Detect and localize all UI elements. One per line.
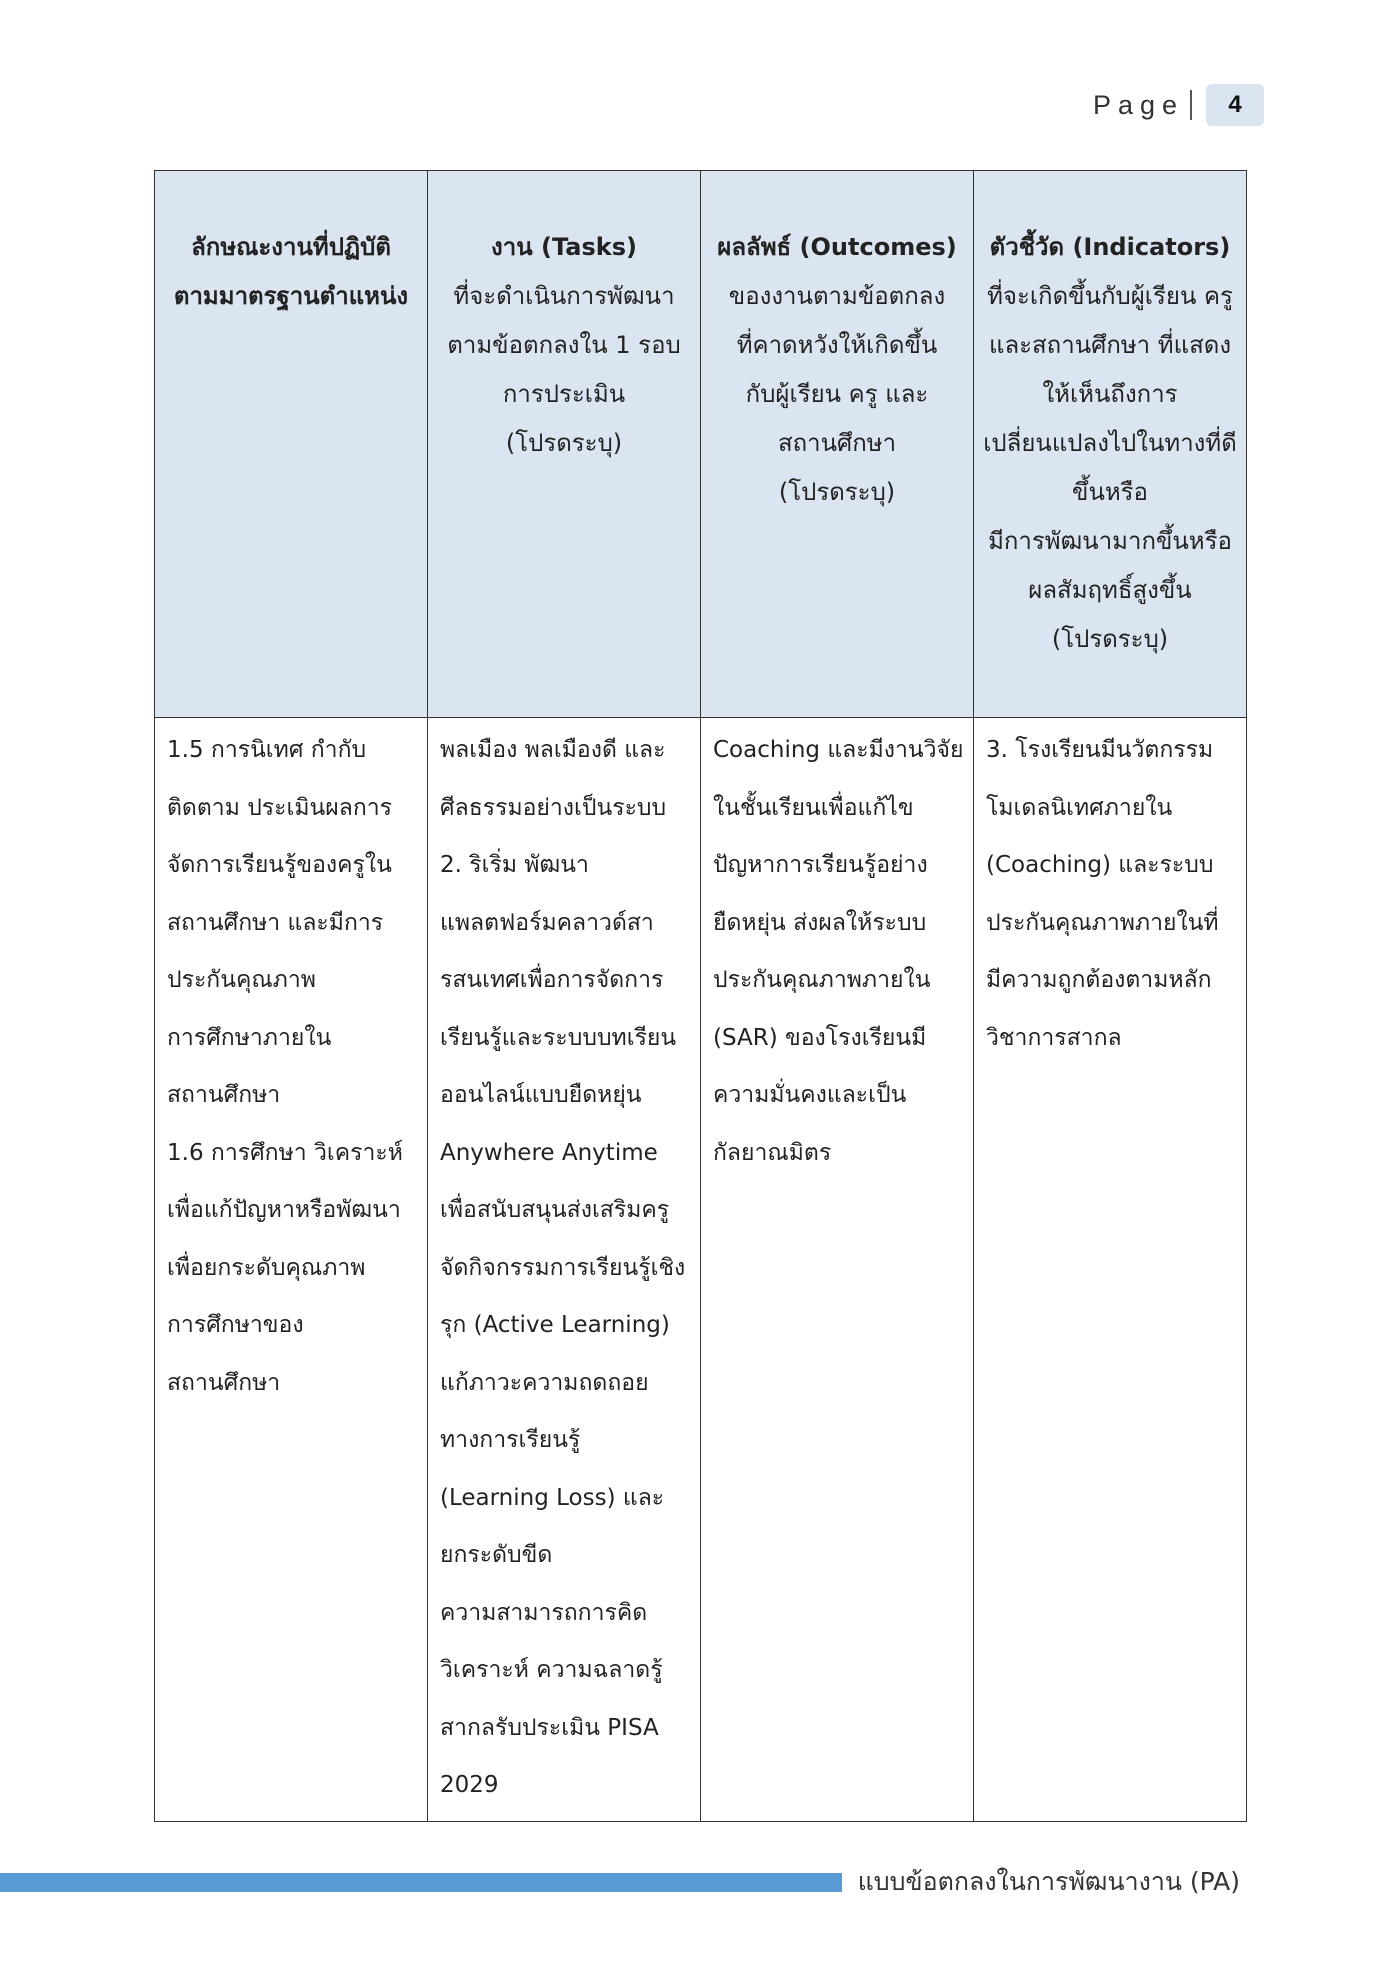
table-row xyxy=(155,718,1247,1822)
page-label: Page xyxy=(1092,89,1184,120)
column-subtitle-line: เปลี่ยนแปลงไปในทางที่ดี xyxy=(983,429,1237,457)
cell-line: รสนเทศเพื่อการจัดการ xyxy=(440,967,664,993)
cell-line: 2029 xyxy=(440,1772,499,1798)
cell-line: กัลยาณมิตร xyxy=(713,1139,832,1166)
cell-job-characteristics xyxy=(155,718,428,1822)
cell-line: รุก (Active Learning) xyxy=(440,1312,670,1338)
column-subtitle-line: มีการพัฒนามากขึ้นหรือ xyxy=(988,527,1232,555)
cell-line: ในชั้นเรียนเพื่อแก้ไข xyxy=(713,794,914,821)
cell-line: (Learning Loss) และ xyxy=(440,1484,665,1511)
cell-line: Anywhere Anytime xyxy=(440,1139,658,1166)
cell-line: มีความถูกต้องตามหลัก xyxy=(986,967,1212,993)
cell-line: (SAR) ของโรงเรียนมี xyxy=(713,1024,927,1051)
column-subtitle-line: ผลสัมฤทธิ์สูงขึ้น xyxy=(1028,576,1192,604)
column-subtitle-line: ของงานตามข้อตกลง xyxy=(728,282,946,310)
column-subtitle-line: ที่จะดำเนินการพัฒนา xyxy=(453,282,675,310)
cell-line: ทางการเรียนรู้ xyxy=(440,1427,581,1453)
column-title: งาน (Tasks) xyxy=(491,233,637,261)
cell-line: 1.5 การนิเทศ กำกับ xyxy=(167,737,367,763)
cell-indicators xyxy=(974,718,1247,1822)
cell-line: ออนไลน์แบบยืดหยุ่น xyxy=(440,1082,642,1108)
cell-line: สถานศึกษา xyxy=(167,1082,281,1108)
cell-line: จัดการเรียนรู้ของครูใน xyxy=(167,852,392,878)
column-header-job-characteristics xyxy=(155,171,428,718)
page-header xyxy=(1093,84,1264,126)
column-subtitle-line: (โปรดระบุ) xyxy=(1051,625,1169,653)
cell-line: เพื่อสนับสนุนส่งเสริมครู xyxy=(440,1197,670,1223)
cell-line: ความสามารถการคิด xyxy=(440,1599,648,1626)
column-subtitle-line: สถานศึกษา xyxy=(777,429,897,457)
cell-line: ยกระดับขีด xyxy=(440,1542,553,1568)
cell-line: สถานศึกษา และมีการ xyxy=(167,909,384,936)
cell-line: 2. ริเริ่ม พัฒนา xyxy=(440,852,589,878)
cell-line: ประกันคุณภาพภายใน xyxy=(713,967,931,993)
cell-line: Coaching และมีงานวิจัย xyxy=(713,737,964,763)
cell-line: 3. โรงเรียนมีนวัตกรรม xyxy=(986,737,1214,763)
column-subtitle-line: ที่จะเกิดขึ้นกับผู้เรียน ครู xyxy=(987,282,1233,310)
column-subtitle-line: ที่คาดหวังให้เกิดขึ้น xyxy=(736,331,938,359)
cell-line: ประกันคุณภาพภายในที่ xyxy=(986,909,1219,936)
cell-outcomes xyxy=(701,718,974,1822)
page-separator xyxy=(1190,90,1192,120)
column-subtitle-line: (โปรดระบุ) xyxy=(778,478,896,506)
cell-line: วิเคราะห์ ความฉลาดรู้ xyxy=(440,1657,663,1683)
cell-line: ปัญหาการเรียนรู้อย่าง xyxy=(713,852,928,878)
column-title-line: ตามมาตรฐานตำแหน่ง xyxy=(173,282,409,310)
cell-line: พลเมือง พลเมืองดี และ xyxy=(440,737,666,763)
cell-line: สถานศึกษา xyxy=(167,1369,281,1396)
column-subtitle-line: ขึ้นหรือ xyxy=(1072,478,1148,506)
cell-line: เพื่อแก้ปัญหาหรือพัฒนา xyxy=(167,1197,401,1223)
cell-line: โมเดลนิเทศภายใน xyxy=(986,794,1173,821)
cell-line: แพลตฟอร์มคลาวด์สา xyxy=(440,909,654,936)
column-subtitle-line: ตามข้อตกลงใน 1 รอบ xyxy=(447,331,681,359)
cell-line: 1.6 การศึกษา วิเคราะห์ xyxy=(167,1139,403,1166)
pa-agreement-table xyxy=(154,170,1247,1822)
cell-line: วิชาการสากล xyxy=(986,1024,1122,1051)
cell-line: แก้ภาวะความถดถอย xyxy=(440,1369,649,1396)
cell-line: เรียนรู้และระบบบทเรียน xyxy=(440,1024,677,1051)
footer-accent-bar xyxy=(0,1873,842,1892)
cell-line: สากลรับประเมิน PISA xyxy=(440,1714,659,1741)
cell-line: ความมั่นคงและเป็น xyxy=(713,1082,907,1108)
column-subtitle-line: การประเมิน xyxy=(502,380,626,408)
cell-line: ประกันคุณภาพ xyxy=(167,967,316,993)
page-number: 4 xyxy=(1206,84,1264,126)
column-header-outcomes xyxy=(701,171,974,718)
column-subtitle-line: และสถานศึกษา ที่แสดง xyxy=(988,331,1232,359)
column-header-indicators xyxy=(974,171,1247,718)
column-subtitle-line: (โปรดระบุ) xyxy=(505,429,623,457)
column-title: ตัวชี้วัด (Indicators) xyxy=(989,233,1231,261)
footer-document-title: แบบข้อตกลงในการพัฒนางาน (PA) xyxy=(857,1867,1240,1896)
cell-line: ยืดหยุ่น ส่งผลให้ระบบ xyxy=(713,909,927,936)
cell-line: การศึกษาของ xyxy=(167,1312,304,1338)
column-title: ลักษณะงานที่ปฏิบัติ xyxy=(191,233,391,261)
column-title: ผลลัพธ์ (Outcomes) xyxy=(717,233,957,261)
column-subtitle-line: กับผู้เรียน ครู และ xyxy=(745,380,929,408)
table-header-row xyxy=(155,171,1247,718)
column-header-tasks xyxy=(428,171,701,718)
cell-line: (Coaching) และระบบ xyxy=(986,852,1214,878)
column-subtitle-line: ให้เห็นถึงการ xyxy=(1042,380,1178,408)
cell-line: การศึกษาภายใน xyxy=(167,1024,332,1051)
cell-line: เพื่อยกระดับคุณภาพ xyxy=(167,1254,366,1281)
cell-line: ศีลธรรมอย่างเป็นระบบ xyxy=(440,794,667,821)
cell-line: ติดตาม ประเมินผลการ xyxy=(167,794,393,821)
cell-line: จัดกิจกรรมการเรียนรู้เชิง xyxy=(440,1254,686,1281)
cell-tasks xyxy=(428,718,701,1822)
